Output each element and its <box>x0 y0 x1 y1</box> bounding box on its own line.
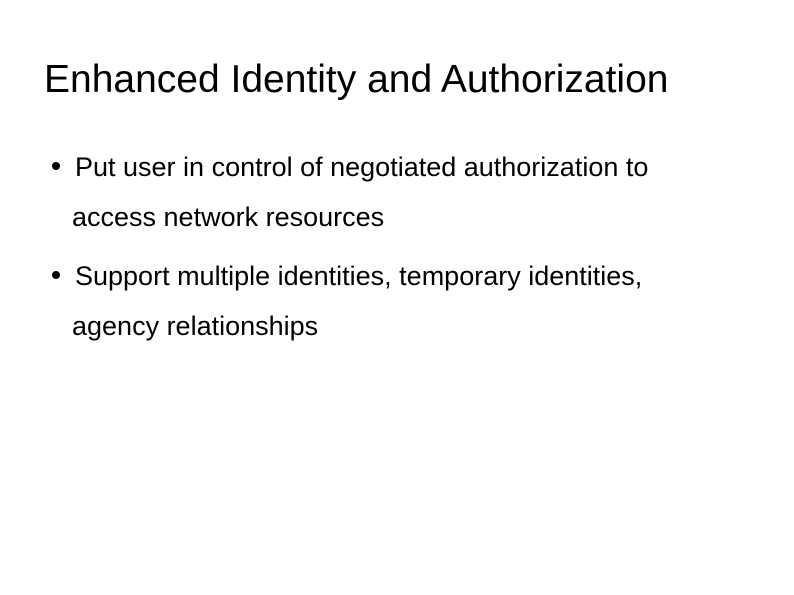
bullet-text-line: agency relationships <box>72 311 319 341</box>
bullet-item <box>52 142 762 242</box>
bullet-text-line: Support multiple identities, temporary identities, <box>75 261 643 291</box>
slide-title: Enhanced Identity and Authorization <box>44 58 669 101</box>
bullet-text-line: access network resources <box>72 202 385 232</box>
bullet-text-line: Put user in control of negotiated authorization to <box>75 152 649 182</box>
bullet-dot-icon <box>52 271 60 279</box>
bullet-list <box>52 142 762 360</box>
bullet-dot-icon <box>52 162 60 170</box>
bullet-item <box>52 251 762 351</box>
